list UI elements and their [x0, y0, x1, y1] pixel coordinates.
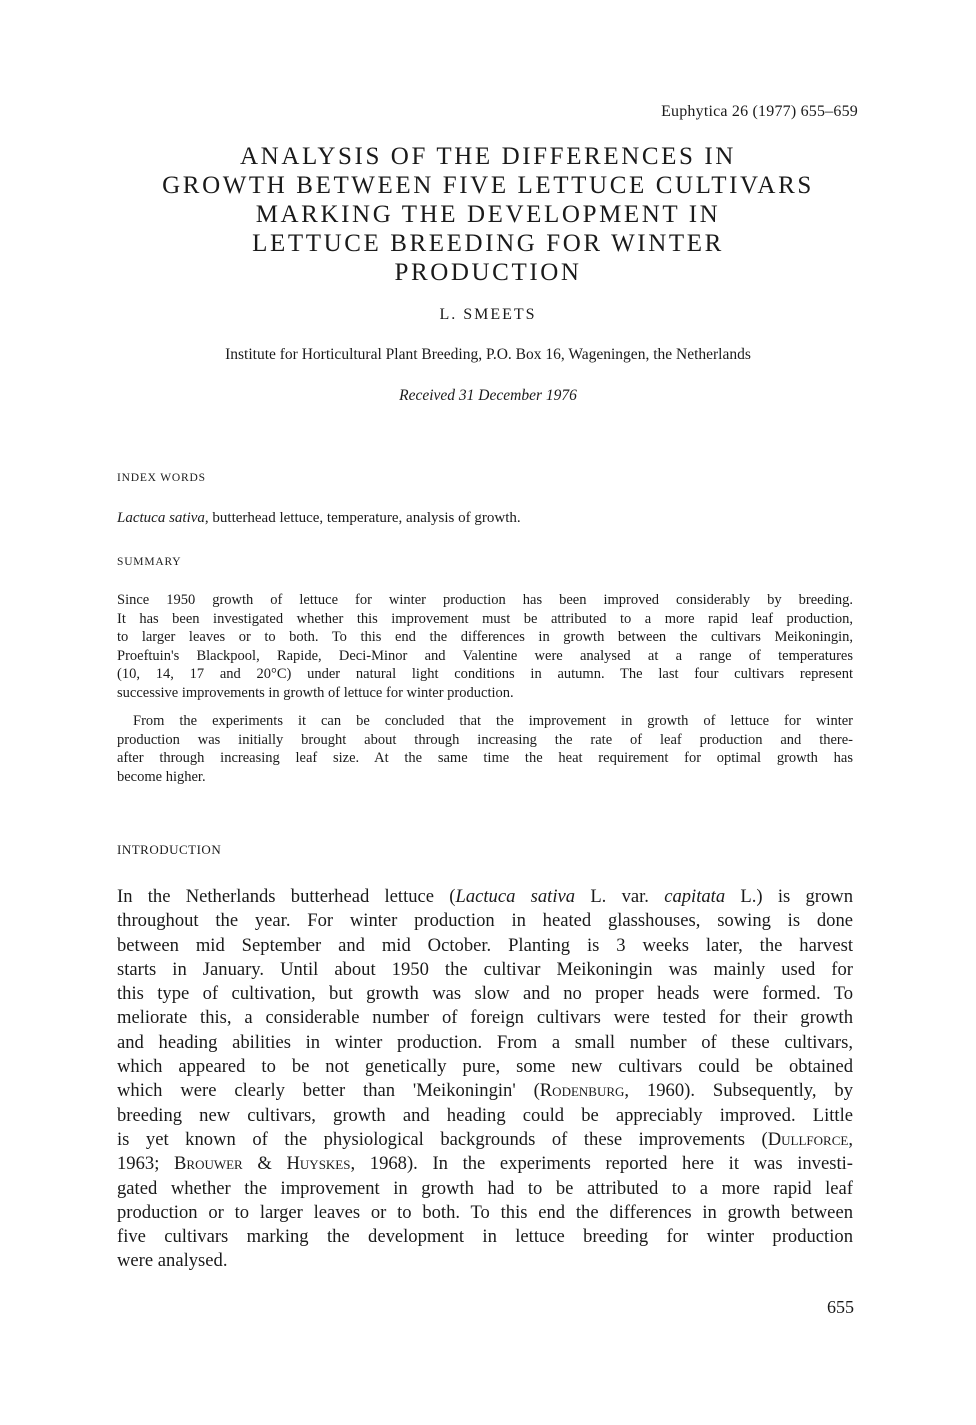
intro-line: starts in January. Until about 1950 the cultivar Meikoningin was mainly used for [117, 958, 853, 980]
index-words-label: INDEX WORDS [117, 472, 206, 484]
text-span: 1963; [117, 1153, 174, 1175]
summary-line: become higher. [117, 768, 206, 785]
summary-paragraph-2 [117, 712, 853, 786]
text-span: In the Netherlands butterhead lettuce ( [117, 886, 456, 907]
title-line: ANALYSIS OF THE DIFFERENCES IN [240, 143, 736, 170]
intro-line [117, 1152, 853, 1176]
title-line: LETTUCE BREEDING FOR WINTER [252, 230, 724, 257]
text-span: L. var. [575, 886, 665, 907]
journal-reference: Euphytica 26 (1977) 655–659 [661, 103, 858, 120]
citation-author: Dullforce [767, 1128, 849, 1150]
index-words-rest: , butterhead lettuce, temperature, analysis of growth. [204, 510, 521, 526]
index-species: Lactuca sativa [117, 510, 205, 526]
citation-author: Brouwer [174, 1153, 243, 1175]
summary-line: From the experiments it can be concluded that the improvement in growth of lettuce for winter [133, 713, 853, 729]
intro-line: meliorate this, a considerable number of foreign cultivars were tested for their growth [117, 1007, 853, 1029]
intro-line: production or to larger leaves or to both. To this end the differences in growth between [117, 1201, 853, 1223]
index-words [117, 510, 521, 527]
variety-name: capitata [664, 886, 726, 907]
species-name: Lactuca sativa [455, 886, 576, 907]
intro-line: this type of cultivation, but growth was slow and no proper heads were formed. To [117, 983, 853, 1005]
text-span: , 1960). Subsequently, by [624, 1080, 853, 1102]
summary-paragraph-1 [117, 591, 853, 703]
summary-label: SUMMARY [117, 556, 182, 568]
summary-line: Proeftuin's Blackpool, Rapide, Deci-Minor and Valentine were analysed at a range of temperatures [117, 647, 853, 664]
text-span: , 1968). In the experiments reported here it was investi- [350, 1153, 853, 1175]
title-line: PRODUCTION [394, 259, 582, 286]
citation-author: Huyskes [286, 1153, 351, 1175]
intro-line [117, 1079, 853, 1103]
citation-author: Rodenburg [539, 1080, 625, 1102]
intro-line: throughout the year. For winter production in heated glasshouses, sowing is done [117, 910, 853, 932]
summary-line: to larger leaves or to both. To this end the differences in growth between the cultivars Meikoningin, [117, 629, 853, 646]
title-line: GROWTH BETWEEN FIVE LETTUCE CULTIVARS [162, 172, 814, 199]
intro-line [117, 1128, 853, 1152]
intro-line: five cultivars marking the development in lettuce breeding for winter production [117, 1226, 853, 1248]
summary-line: It has been investigated whether this improvement must be attributed to a more rapid leaf production, [117, 610, 853, 627]
intro-line: were analysed. [117, 1250, 228, 1272]
text-span: which were clearly better than 'Meikoningin' ( [117, 1080, 540, 1102]
author-name: L. SMEETS [439, 306, 537, 323]
summary-line: Since 1950 growth of lettuce for winter production has been improved considerably by breeding. [117, 592, 853, 608]
page-number: 655 [827, 1297, 854, 1317]
intro-line: between mid September and mid October. Planting is 3 weeks later, the harvest [117, 934, 853, 956]
article-title [100, 142, 876, 287]
introduction-heading: INTRODUCTION [117, 842, 222, 857]
summary-line: (10, 14, 17 and 20°C) under natural light conditions in autumn. The last four cultivars represent [117, 666, 853, 683]
summary-line: successive improvements in growth of lettuce for winter production. [117, 684, 514, 701]
summary-line: production was initially brought about through increasing the rate of leaf production and there- [117, 731, 853, 748]
intro-line [117, 885, 853, 909]
text-span: L.) is grown [725, 886, 854, 907]
text-span: is yet known of the physiological backgrounds of these improvements ( [117, 1128, 768, 1150]
intro-line: breeding new cultivars, growth and heading could be appreciably improved. Little [117, 1104, 853, 1126]
summary-line: after through increasing leaf size. At the same time the heat requirement for optimal growth has [117, 750, 853, 767]
title-line: MARKING THE DEVELOPMENT IN [255, 201, 721, 228]
author-affiliation: Institute for Horticultural Plant Breeding, P.O. Box 16, Wageningen, the Netherlands [225, 346, 751, 363]
intro-line: which appeared to be not genetically pure, some new cultivars could be obtained [117, 1056, 853, 1078]
received-date: Received 31 December 1976 [399, 387, 577, 404]
text-span: & [242, 1153, 287, 1175]
intro-line: gated whether the improvement in growth had to be attributed to a more rapid leaf [117, 1177, 853, 1199]
text-span: , [848, 1128, 853, 1150]
introduction-body [117, 885, 853, 1274]
intro-line: and heading abilities in winter production. From a small number of these cultivars, [117, 1031, 853, 1053]
